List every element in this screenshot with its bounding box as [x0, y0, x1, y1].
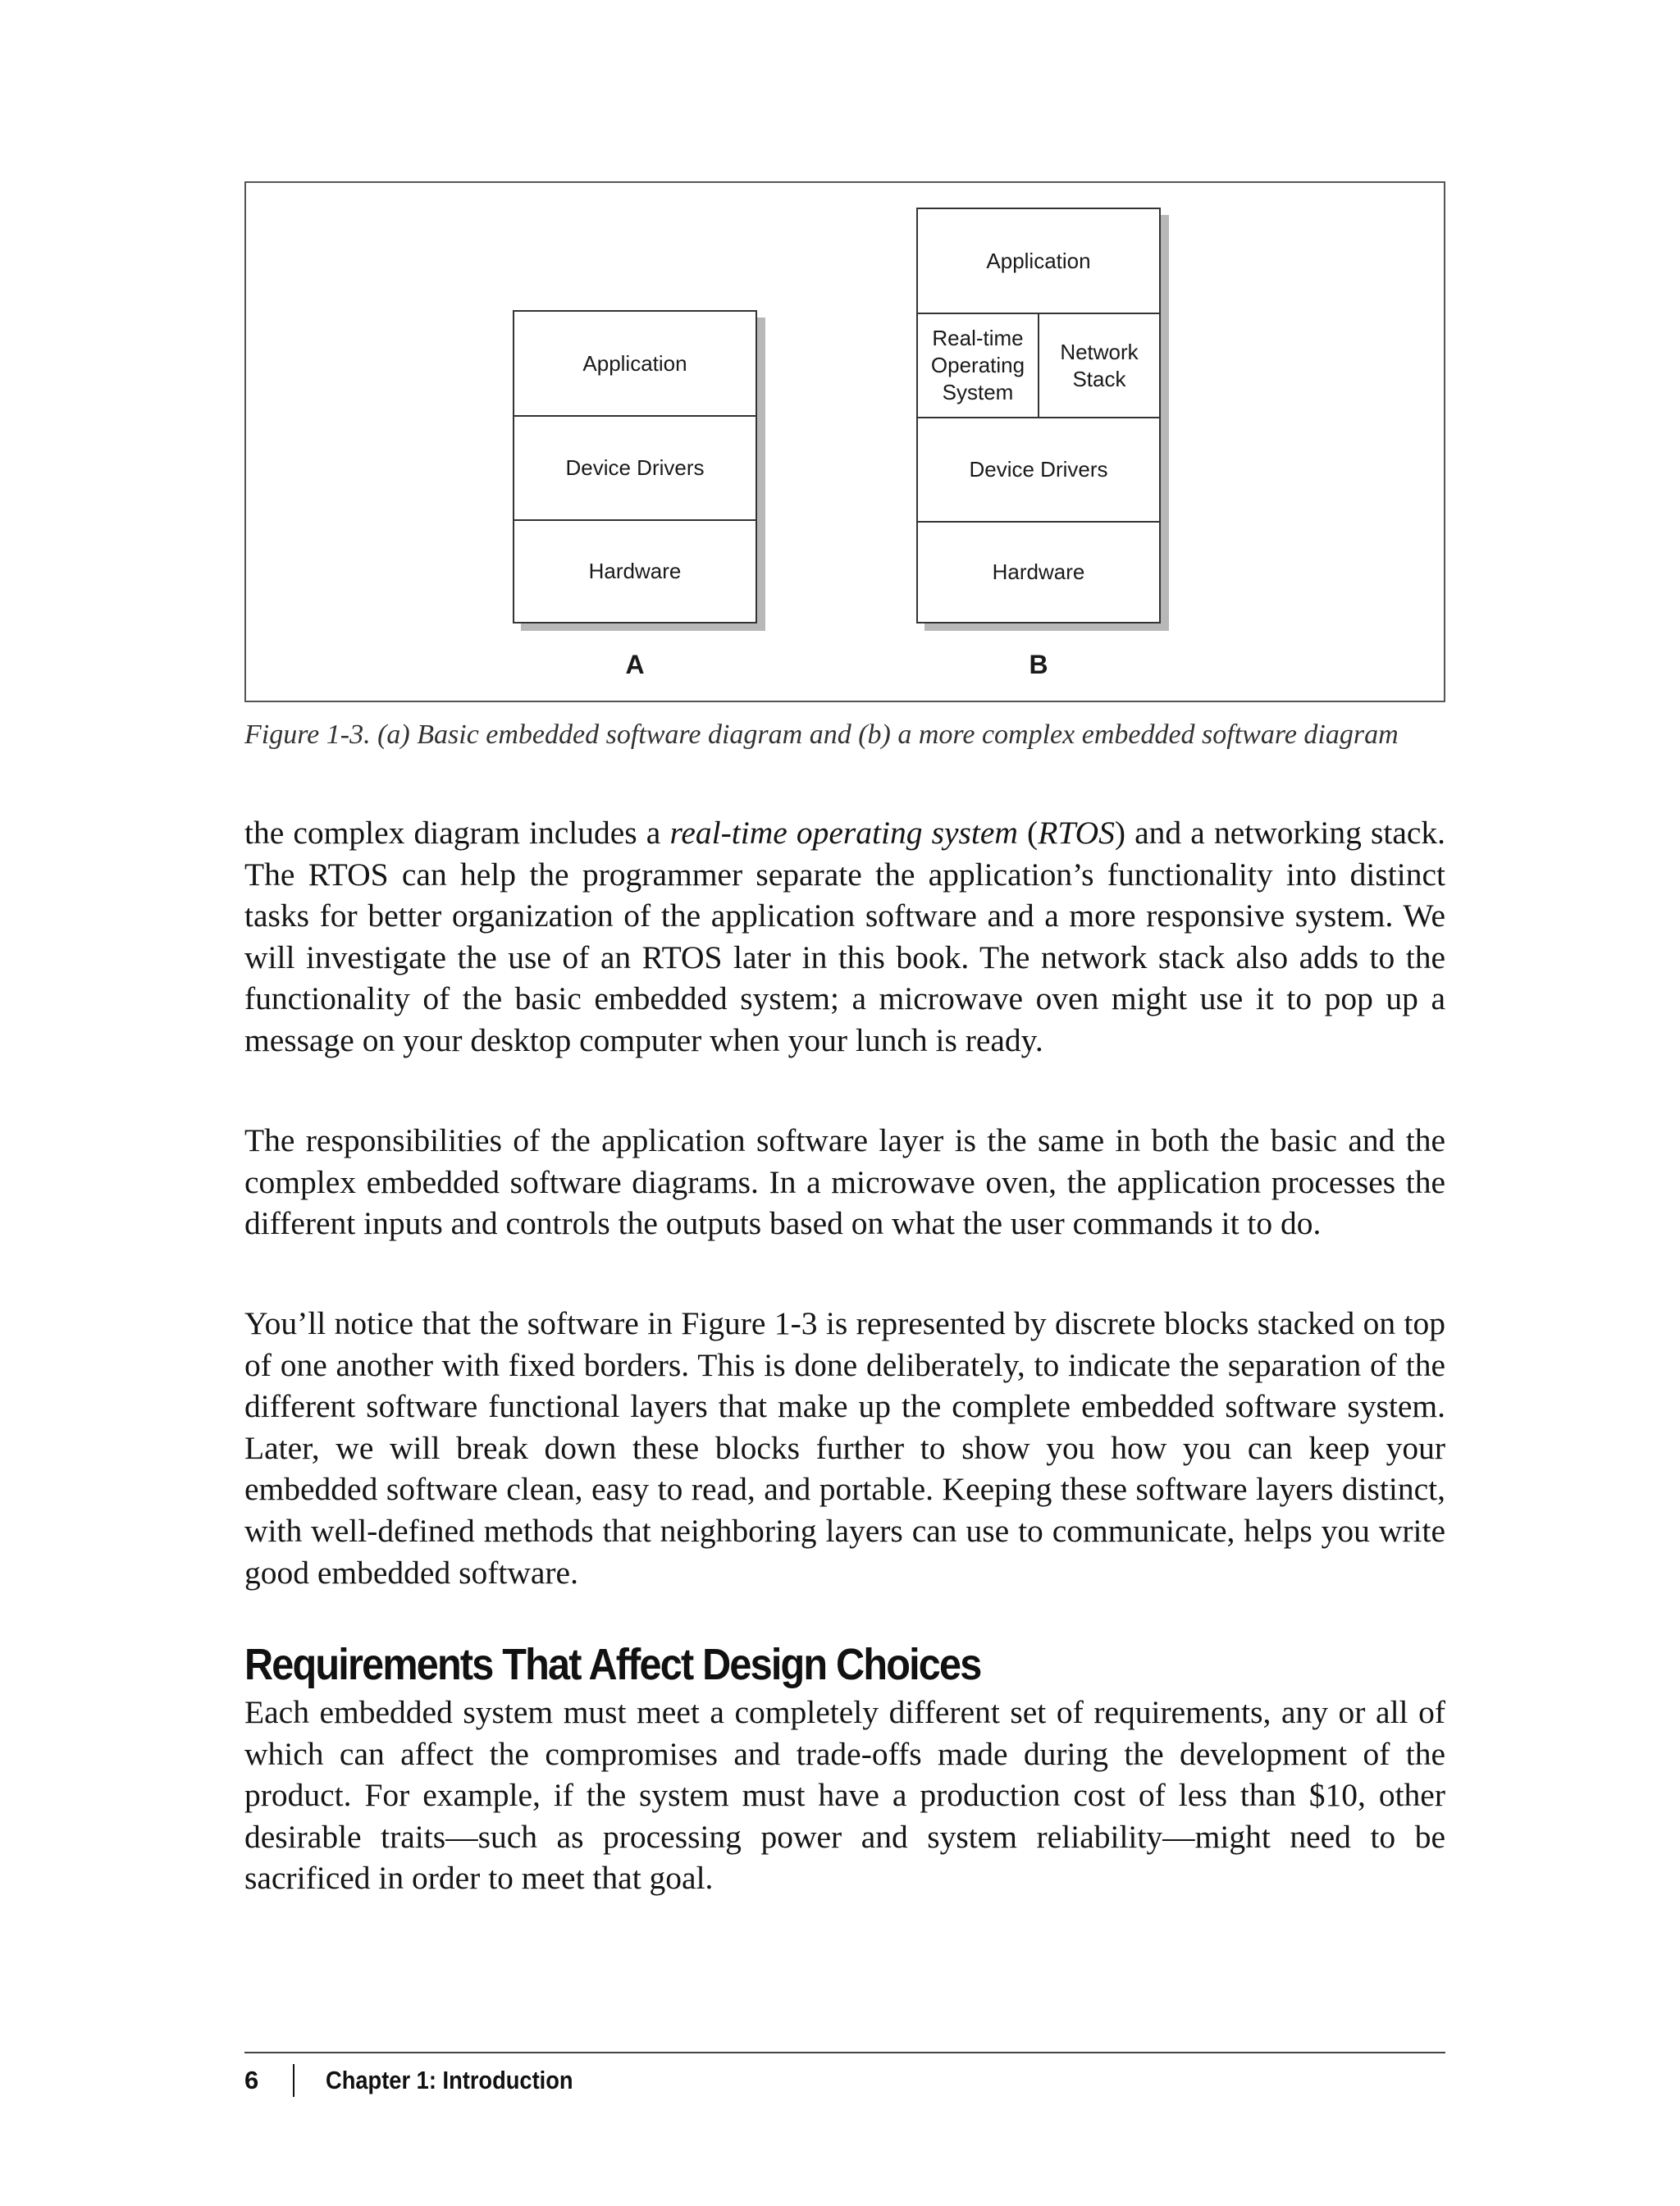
section-heading: Requirements That Affect Design Choices [244, 1640, 981, 1689]
complex-software-stack [916, 208, 1161, 623]
page-footer [244, 2060, 607, 2101]
rtos-label-line: Operating [930, 353, 1025, 377]
emphasis: real-time operating system [669, 815, 1018, 851]
figure-frame [244, 181, 1445, 702]
layer-label: Application [582, 350, 687, 376]
chapter-title: Chapter 1: Introduction [326, 2066, 573, 2094]
layer-label: Hardware [588, 559, 682, 583]
layer-label: Device Drivers [565, 455, 705, 480]
paragraph: Each embedded system must meet a completely different set of requirements, any or all of which can affect the compromises and trade-offs made during the development of the product. For example, if the system must have a production cost of less than $10, other desirable traits—such as processing power and system reliability—might need to be sacrificed in order to meet that goal. [244, 1694, 1445, 1897]
rtos-label-line: Real-time [932, 326, 1024, 350]
figure-caption: Figure 1-3. (a) Basic embedded software diagram and (b) a more complex embedded software diagram [244, 719, 1399, 750]
layer-label: Application [986, 248, 1091, 273]
network-label-line: Network [1060, 339, 1139, 364]
text-run: ( [1017, 815, 1039, 851]
paragraph [244, 812, 1445, 1062]
layer-hardware [514, 519, 756, 622]
layer-rtos-network [918, 313, 1159, 417]
layer-device-drivers [514, 415, 756, 519]
page-number: 6 [244, 2066, 259, 2094]
layer-application [514, 312, 756, 415]
paragraph: You’ll notice that the software in Figure 1-3 is represented by discrete blocks stacked on top of one another with fixed borders. This is done deliberately, to indicate the separation of the different software functional layers that make up the complete embedded software system. Later, we will break down these blocks further to show you how you can keep your embedded software clean, easy to read, and portable. Keeping these software layers distinct, with well-defined methods that neighboring layers can use to communicate, helps you write good embedded software. [244, 1305, 1445, 1591]
layer-device-drivers [918, 417, 1159, 521]
layer-hardware [918, 521, 1159, 622]
stack-a-label: A [625, 650, 645, 679]
footer-separator [293, 2064, 294, 2097]
footer-rule [244, 2052, 1445, 2053]
emphasis: RTOS [1038, 815, 1115, 851]
layer-network-stack [1039, 314, 1159, 417]
text-run: the complex diagram includes a [244, 815, 670, 851]
rtos-label-line: System [942, 380, 1014, 404]
layer-application [918, 209, 1159, 313]
layer-label: Hardware [992, 559, 1085, 584]
basic-software-stack [513, 310, 757, 623]
text-run: ) and a networking stack. The RTOS can help the programmer separate the application’s functionality into distinct tasks for better organization of the application software and a more responsive system. We will investigate the use of an RTOS later in this book. The network stack also adds to the functionality of the basic embedded system; a microwave oven might use it to pop up a message on your desktop computer when your lunch is ready. [244, 815, 1446, 1058]
network-label-line: Stack [1072, 366, 1126, 391]
paragraph: The responsibilities of the application software layer is the same in both the basic and the complex embedded software diagrams. In a microwave oven, the application processes the different inputs and controls the outputs based on what the user commands it to do. [244, 1122, 1445, 1242]
stack-b-label: B [1029, 650, 1048, 679]
layer-label: Device Drivers [969, 457, 1108, 482]
layer-rtos [918, 314, 1039, 417]
